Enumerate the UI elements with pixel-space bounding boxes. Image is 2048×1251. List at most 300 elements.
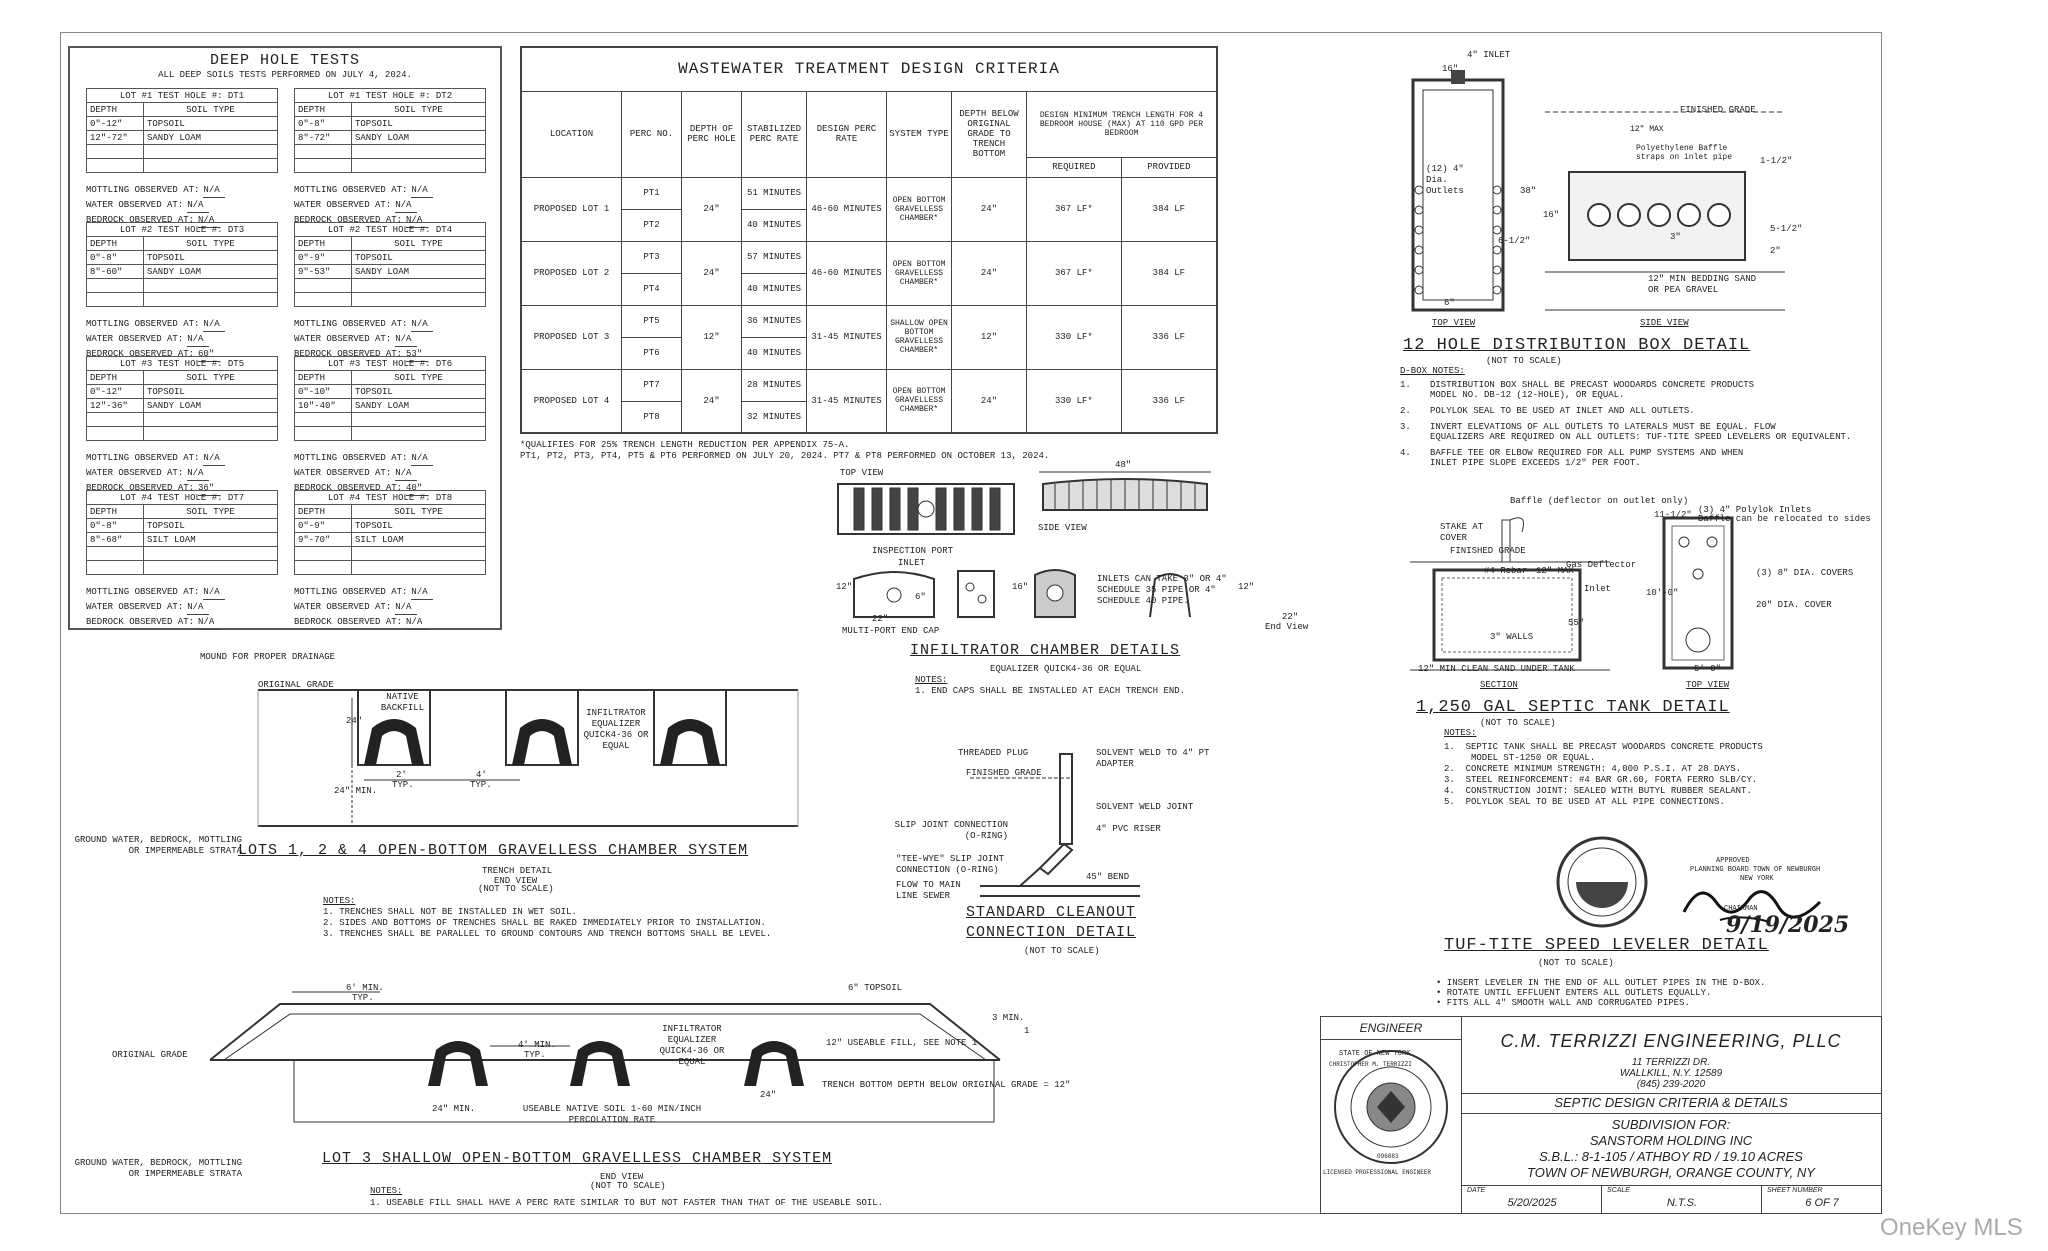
test-hole-3 <box>86 222 278 362</box>
tb-divider-5 <box>1761 1185 1762 1213</box>
ww-perc: PT6 <box>622 337 682 369</box>
depth-cell: 12"-36" <box>87 399 144 413</box>
depth-header: DEPTH <box>87 505 144 519</box>
mottling-row <box>294 585 486 600</box>
soil-header: SOIL TYPE <box>352 371 486 385</box>
depth-header: DEPTH <box>87 103 144 117</box>
septic-dim100: 10'-0" <box>1646 588 1679 598</box>
soil-cell: SILT LOAM <box>144 533 278 547</box>
ww-design: 46-60 MINUTES <box>807 177 887 241</box>
ww-provided: 384 LF <box>1121 177 1217 241</box>
dbox-notes-label: D-BOX NOTES: <box>1400 366 1465 376</box>
lots124-note-1: 1. TRENCHES SHALL NOT BE INSTALLED IN WET SOIL. <box>323 907 577 917</box>
water-row <box>294 466 486 481</box>
test-hole-title: LOT #3 TEST HOLE #: DT5 <box>87 357 278 371</box>
ww-perc: PT1 <box>622 177 682 209</box>
inf-multiport: MULTI-PORT END CAP <box>842 626 940 636</box>
ww-depth-below: 24" <box>952 369 1027 433</box>
ww-rate: 28 MINUTES <box>742 369 807 401</box>
ww-system: SHALLOW OPEN BOTTOM GRAVELLESS CHAMBER* <box>887 305 952 369</box>
inf-end-view: End View <box>1265 622 1309 632</box>
cleanout-threaded: THREADED PLUG <box>958 748 1029 758</box>
depth-cell: 8"-60" <box>87 265 144 279</box>
ww-rate: 40 MINUTES <box>742 209 807 241</box>
lot3-useable-fill: 12" USEABLE FILL, SEE NOTE 1 <box>826 1038 978 1048</box>
septic-section-drawing <box>1410 506 1610 678</box>
ww-col-depth-below: DEPTH BELOW ORIGINAL GRADE TO TRENCH BOTTOM <box>952 91 1027 177</box>
cleanout-finished: FINISHED GRADE <box>966 768 1042 778</box>
ww-rate: 32 MINUTES <box>742 401 807 433</box>
empty-cell <box>144 293 278 307</box>
ww-row <box>521 177 1217 209</box>
ww-perc: PT2 <box>622 209 682 241</box>
inf-dim-22: 22" <box>872 614 889 624</box>
mottling-value: N/A <box>203 317 225 332</box>
depth-cell: 9"-70" <box>295 533 352 547</box>
ww-col-depth: DEPTH OF PERC HOLE <box>682 91 742 177</box>
septic-dim55: 55" <box>1568 618 1585 628</box>
empty-cell <box>144 561 278 575</box>
soil-cell: TOPSOIL <box>352 117 486 131</box>
ww-provided: 336 LF <box>1121 305 1217 369</box>
soil-cell: SANDY LOAM <box>352 131 486 145</box>
ww-design: 46-60 MINUTES <box>807 241 887 305</box>
ww-required: 367 LF* <box>1027 241 1122 305</box>
dbox-dim6: 6" <box>1444 298 1455 308</box>
ww-col-trench: DESIGN MINIMUM TRENCH LENGTH FOR 4 BEDROOM HOUSE (MAX) AT 110 GPD PER BEDROOM <box>1027 91 1218 157</box>
water-value: N/A <box>395 600 417 615</box>
bedrock-row <box>86 615 278 630</box>
lot3-original-grade: ORIGINAL GRADE <box>112 1050 188 1060</box>
cleanout-sub: (NOT TO SCALE) <box>1024 946 1100 956</box>
water-value: N/A <box>187 198 209 213</box>
ww-col-required: REQUIRED <box>1027 157 1122 177</box>
bedrock-value: 36" <box>198 481 220 496</box>
empty-cell <box>87 293 144 307</box>
native-backfill-label: NATIVE BACKFILL <box>380 692 425 713</box>
septic-title: 1,250 GAL SEPTIC TANK DETAIL <box>1416 698 1730 717</box>
leveler-note-3: • FITS ALL 4" SMOOTH WALL AND CORRUGATED PIPES. <box>1436 998 1690 1008</box>
depth-cell: 8"-68" <box>87 533 144 547</box>
ww-depth: 12" <box>682 305 742 369</box>
dbox-dim2: 2" <box>1770 246 1781 256</box>
bedrock-label: BEDROCK OBSERVED AT: <box>86 215 195 225</box>
empty-cell <box>295 159 352 173</box>
water-label: WATER OBSERVED AT: <box>86 200 184 210</box>
lot3-topsoil: 6" TOPSOIL <box>848 983 903 993</box>
dbox-dim112: 1-1/2" <box>1760 156 1793 166</box>
empty-cell <box>87 427 144 441</box>
septic-notes-label: NOTES: <box>1444 728 1477 738</box>
lot3-typ: TYP. <box>352 993 374 1003</box>
soil-header: SOIL TYPE <box>144 237 278 251</box>
lots124-note-2: 2. SIDES AND BOTTOMS OF TRENCHES SHALL BE RAKED IMMEDIATELY PRIOR TO INSTALLATION. <box>323 918 766 928</box>
soil-header: SOIL TYPE <box>352 237 486 251</box>
ww-note-2: PT1, PT2, PT3, PT4, PT5 & PT6 PERFORMED ON JULY 20, 2024. PT7 & PT8 PERFORMED ON OCTOBER 13, 2024. <box>520 451 1050 461</box>
mottling-value: N/A <box>411 451 433 466</box>
lot3-notes-label: NOTES: <box>370 1186 403 1196</box>
empty-cell <box>295 547 352 561</box>
water-label: WATER OBSERVED AT: <box>86 602 184 612</box>
water-value: N/A <box>187 466 209 481</box>
empty-cell <box>87 145 144 159</box>
lot3-min6: 6' MIN. <box>346 983 384 993</box>
lot3-title: LOT 3 SHALLOW OPEN-BOTTOM GRAVELLESS CHAMBER SYSTEM <box>322 1150 833 1167</box>
mottling-row <box>86 317 278 332</box>
ww-location: PROPOSED LOT 1 <box>521 177 622 241</box>
water-row <box>86 198 278 213</box>
depth-cell: 0"-12" <box>87 385 144 399</box>
inf-side-view-label: SIDE VIEW <box>1038 523 1087 533</box>
depth-header: DEPTH <box>295 505 352 519</box>
mottling-label: MOTTLING OBSERVED AT: <box>86 587 200 597</box>
bedrock-label: BEDROCK OBSERVED AT: <box>294 215 403 225</box>
dbox-note-number: 4. <box>1400 448 1411 458</box>
sbl-line: S.B.L.: 8-1-105 / ATHBOY RD / 19.10 ACRES <box>1539 1149 1803 1164</box>
septic-rebar: #4 Rebar <box>1484 566 1528 576</box>
dbox-finished: FINISHED GRADE <box>1680 105 1756 115</box>
cleanout-flow: FLOW TO MAIN LINE SEWER <box>896 880 961 901</box>
sheet-value: 6 OF 7 <box>1805 1197 1839 1209</box>
dbox-dim12max: 12" MAX <box>1630 125 1664 134</box>
cleanout-solvent4: SOLVENT WELD TO 4" PT ADAPTER <box>1096 748 1210 769</box>
depth-cell: 0"-8" <box>295 117 352 131</box>
tb-divider-1 <box>1461 1093 1881 1094</box>
soil-cell: TOPSOIL <box>144 519 278 533</box>
depth-cell: 0"-8" <box>87 519 144 533</box>
inf-notes-label: NOTES: <box>915 675 948 685</box>
empty-cell <box>87 561 144 575</box>
lot3-min4: 4' MIN. <box>518 1040 556 1050</box>
lots124-typ2: TYP. <box>470 780 492 790</box>
lot3-trench-depth: TRENCH BOTTOM DEPTH BELOW ORIGINAL GRADE = 12" <box>822 1080 1071 1090</box>
test-hole-title: LOT #1 TEST HOLE #: DT1 <box>87 89 278 103</box>
empty-cell <box>144 279 278 293</box>
inf-note: 1. END CAPS SHALL BE INSTALLED AT EACH TRENCH END. <box>915 686 1186 696</box>
dbox-baffle: Polyethylene Baffle straps on inlet pipe <box>1636 144 1733 162</box>
ww-provided: 384 LF <box>1121 241 1217 305</box>
inf-inlets-note: INLETS CAN TAKE 3" OR 4" SCHEDULE 35 PIPE OR 4" SCHEDULE 40 PIPE. <box>1097 574 1227 606</box>
ww-col-perc: PERC NO. <box>622 91 682 177</box>
lots124-ground-water: GROUND WATER, BEDROCK, MOTTLING OR IMPERMEABLE STRATA <box>74 835 242 856</box>
empty-cell <box>144 159 278 173</box>
dbox-note-line: DISTRIBUTION BOX SHALL BE PRECAST WOODARDS CONCRETE PRODUCTS <box>1430 380 1755 390</box>
water-value: N/A <box>395 332 417 347</box>
water-row <box>294 332 486 347</box>
mottling-label: MOTTLING OBSERVED AT: <box>86 185 200 195</box>
soil-cell: TOPSOIL <box>144 117 278 131</box>
water-row <box>86 332 278 347</box>
ww-design: 31-45 MINUTES <box>807 305 887 369</box>
depth-header: DEPTH <box>87 237 144 251</box>
empty-cell <box>144 547 278 561</box>
dbox-note-number: 1. <box>1400 380 1411 390</box>
empty-cell <box>295 293 352 307</box>
mottling-value: N/A <box>411 585 433 600</box>
ww-depth: 24" <box>682 241 742 305</box>
test-hole-4 <box>294 222 486 362</box>
dbox-note-number: 3. <box>1400 422 1411 432</box>
dbox-bedding: 12" MIN BEDDING SAND OR PEA GRAVEL <box>1648 274 1757 295</box>
dbox-note-line: POLYLOK SEAL TO BE USED AT INLET AND ALL OUTLETS. <box>1430 406 1695 416</box>
septic-note: 3. STEEL REINFORCEMENT: #4 BAR GR.60, FORTA FERRO SLB/CY. <box>1444 775 1758 785</box>
soil-header: SOIL TYPE <box>144 505 278 519</box>
septic-polylok: (3) 4" Polylok Inlets <box>1698 505 1812 515</box>
lot3-note: 1. USEABLE FILL SHALL HAVE A PERC RATE SIMILAR TO BUT NOT FASTER THAN THAT OF THE USEABLE SOIL. <box>370 1198 884 1208</box>
infiltrator-side-view-drawing <box>1035 470 1215 520</box>
ww-depth-below: 12" <box>952 305 1027 369</box>
mottling-label: MOTTLING OBSERVED AT: <box>86 319 200 329</box>
dbox-dim3: 3" <box>1670 232 1681 242</box>
septic-max12: 12" MAX <box>1536 566 1574 576</box>
test-hole-table <box>294 222 486 307</box>
ww-perc: PT8 <box>622 401 682 433</box>
empty-cell <box>352 145 486 159</box>
deep-hole-tests-panel <box>68 46 502 630</box>
inf-dim-6: 6" <box>915 592 926 602</box>
mottling-row <box>86 183 278 198</box>
ww-location: PROPOSED LOT 4 <box>521 369 622 433</box>
scale-label: SCALE <box>1607 1187 1630 1194</box>
cleanout-bend: 45" BEND <box>1086 872 1130 882</box>
deep-hole-subtitle: ALL DEEP SOILS TESTS PERFORMED ON JULY 4, 2024. <box>158 70 412 80</box>
bedrock-label: BEDROCK OBSERVED AT: <box>294 483 403 493</box>
lots124-dim-4: 4' <box>476 770 487 780</box>
test-hole-table <box>86 222 278 307</box>
leveler-sub: (NOT TO SCALE) <box>1538 958 1614 968</box>
seal-no: 096883 <box>1377 1153 1399 1160</box>
inf-48-dim: 48" <box>1115 460 1132 470</box>
dbox-side-view: SIDE VIEW <box>1640 318 1689 328</box>
bedrock-value: 40" <box>406 481 428 496</box>
lots124-dim-2: 2' <box>396 770 407 780</box>
leveler-title: TUF-TITE SPEED LEVELER DETAIL <box>1444 936 1769 955</box>
lot3-sub1: END VIEW <box>600 1172 644 1182</box>
test-hole-title: LOT #3 TEST HOLE #: DT6 <box>295 357 486 371</box>
water-row <box>294 600 486 615</box>
cleanout-title-1: STANDARD CLEANOUT <box>966 904 1137 921</box>
empty-cell <box>352 427 486 441</box>
dbox-top-view: TOP VIEW <box>1432 318 1476 328</box>
bedrock-value: 53" <box>406 347 428 362</box>
test-hole-table <box>86 356 278 441</box>
dbox-note-number: 2. <box>1400 406 1411 416</box>
septic-section: SECTION <box>1480 680 1518 690</box>
water-label: WATER OBSERVED AT: <box>294 468 392 478</box>
empty-cell <box>352 159 486 173</box>
septic-gas: Gas Deflector <box>1566 560 1637 570</box>
ww-location: PROPOSED LOT 2 <box>521 241 622 305</box>
infiltrator-top-view-drawing <box>836 480 1016 540</box>
lots124-typ: TYP. <box>392 780 414 790</box>
inf-inspection-label: INSPECTION PORT <box>872 546 954 556</box>
dbox-note-line: MODEL NO. DB-12 (12-HOLE), OR EQUAL. <box>1430 390 1625 400</box>
depth-header: DEPTH <box>295 237 352 251</box>
lot3-typ2: TYP. <box>524 1050 546 1060</box>
depth-header: DEPTH <box>87 371 144 385</box>
ww-design: 31-45 MINUTES <box>807 369 887 433</box>
lots124-notes-label: NOTES: <box>323 896 356 906</box>
lot3-infiltrator: INFILTRATOR EQUALIZER QUICK4-36 OR EQUAL <box>659 1024 725 1067</box>
bedrock-value: N/A <box>198 213 220 228</box>
depth-cell: 0"-9" <box>295 251 352 265</box>
empty-cell <box>295 413 352 427</box>
firm-address-2: WALLKILL, N.Y. 12589 <box>1619 1068 1723 1079</box>
cleanout-tee: "TEE-WYE" SLIP JOINT CONNECTION (O-RING) <box>896 854 1005 875</box>
ww-required: 330 LF* <box>1027 305 1122 369</box>
scale-value: N.T.S. <box>1666 1197 1698 1209</box>
bedrock-value: 60" <box>198 347 220 362</box>
ww-location: PROPOSED LOT 3 <box>521 305 622 369</box>
bedrock-label: BEDROCK OBSERVED AT: <box>86 617 195 627</box>
septic-walls: 3" WALLS <box>1490 632 1534 642</box>
dbox-dim612: 6-1/2" <box>1498 236 1531 246</box>
septic-baffle2: Baffle can be relocated to sides <box>1698 514 1871 524</box>
dbox-dim16: 16" <box>1442 64 1459 74</box>
mottling-row <box>294 317 486 332</box>
empty-cell <box>144 413 278 427</box>
tb-divider-3 <box>1461 1185 1881 1186</box>
soil-header: SOIL TYPE <box>144 103 278 117</box>
test-hole-title: LOT #4 TEST HOLE #: DT7 <box>87 491 278 505</box>
soil-cell: TOPSOIL <box>352 385 486 399</box>
dbox-title: 12 HOLE DISTRIBUTION BOX DETAIL <box>1403 336 1751 355</box>
lot3-native: USEABLE NATIVE SOIL 1-60 MIN/INCH PERCOLATION RATE <box>522 1104 702 1125</box>
septic-stake: STAKE AT COVER <box>1440 522 1484 543</box>
york-label: NEW YORK <box>1740 875 1774 883</box>
empty-cell <box>87 159 144 173</box>
septic-note: 2. CONCRETE MINIMUM STRENGTH: 4,000 P.S.I. AT 28 DAYS. <box>1444 764 1742 774</box>
lots124-infiltrator-label: INFILTRATOR EQUALIZER QUICK4-36 OR EQUAL <box>583 708 649 751</box>
date-label: DATE <box>1467 1187 1486 1194</box>
ww-col-provided: PROVIDED <box>1121 157 1217 177</box>
ww-depth: 24" <box>682 177 742 241</box>
ww-note-1: *QUALIFIES FOR 25% TRENCH LENGTH REDUCTION PER APPENDIX 75-A. <box>520 440 850 450</box>
seal-name: CHRISTOPHER M. TERRIZZI <box>1329 1061 1412 1068</box>
water-value: N/A <box>187 332 209 347</box>
dbox-inlet: 4" INLET <box>1467 50 1511 60</box>
septic-inlet: Inlet <box>1584 584 1612 594</box>
ww-depth: 24" <box>682 369 742 433</box>
cleanout-riser: 4" PVC RISER <box>1096 824 1161 834</box>
dbox-outlets: (12) 4" Dia. Outlets <box>1426 164 1464 196</box>
lots124-sub3: (NOT TO SCALE) <box>478 884 554 894</box>
approved-label: APPROVED <box>1716 857 1750 865</box>
ww-rate: 57 MINUTES <box>742 241 807 273</box>
inf-inlet-label: INLET <box>898 558 926 568</box>
mottling-value: N/A <box>411 317 433 332</box>
septic-note: MODEL ST-1250 OR EQUAL. <box>1444 753 1596 763</box>
chairman-label: CHAIRMAN <box>1724 905 1758 913</box>
lot3-dim-24: 24" <box>760 1090 777 1100</box>
lots124-sub1: TRENCH DETAIL <box>482 866 553 876</box>
engineer-label: ENGINEER <box>1321 1017 1462 1040</box>
soil-cell: SANDY LOAM <box>144 131 278 145</box>
test-hole-5 <box>86 356 278 496</box>
firm-address-1: 11 TERRIZZI DR. <box>1631 1057 1711 1068</box>
wastewater-title: WASTEWATER TREATMENT DESIGN CRITERIA <box>521 47 1217 91</box>
lot3-min24: 24" MIN. <box>432 1104 476 1114</box>
mottling-label: MOTTLING OBSERVED AT: <box>86 453 200 463</box>
depth-header: DEPTH <box>295 103 352 117</box>
ww-perc: PT4 <box>622 273 682 305</box>
dbox-note-line: BAFFLE TEE OR ELBOW REQUIRED FOR ALL PUMP SYSTEMS AND WHEN <box>1430 448 1744 458</box>
ww-perc: PT3 <box>622 241 682 273</box>
mottling-value: N/A <box>203 585 225 600</box>
test-hole-table <box>86 490 278 575</box>
septic-top-view: TOP VIEW <box>1686 680 1730 690</box>
septic-cover20: 20" DIA. COVER <box>1756 600 1832 610</box>
ww-system: OPEN BOTTOM GRAVELLESS CHAMBER* <box>887 369 952 433</box>
soil-cell: TOPSOIL <box>144 251 278 265</box>
seal-area <box>1321 1039 1462 1213</box>
depth-cell: 8"-72" <box>295 131 352 145</box>
ww-provided: 336 LF <box>1121 369 1217 433</box>
test-hole-table <box>294 88 486 173</box>
empty-cell <box>144 145 278 159</box>
signature-date: 9/19/2025 <box>1726 912 1850 938</box>
inf-dim-12: 12" <box>836 582 853 592</box>
test-hole-table <box>294 356 486 441</box>
bedrock-value: N/A <box>198 615 220 630</box>
soil-cell: SANDY LOAM <box>352 399 486 413</box>
mottling-row <box>86 585 278 600</box>
mottling-label: MOTTLING OBSERVED AT: <box>294 587 408 597</box>
septic-sub: (NOT TO SCALE) <box>1480 718 1556 728</box>
ww-row <box>521 305 1217 337</box>
deep-hole-title: DEEP HOLE TESTS <box>209 52 361 69</box>
mottling-label: MOTTLING OBSERVED AT: <box>294 319 408 329</box>
bedrock-value: N/A <box>406 615 428 630</box>
soil-cell: TOPSOIL <box>352 251 486 265</box>
soil-cell: SANDY LOAM <box>144 265 278 279</box>
water-label: WATER OBSERVED AT: <box>294 200 392 210</box>
sheet-label: SHEET NUMBER <box>1767 1187 1823 1194</box>
title-block <box>1320 1016 1882 1214</box>
inf-title: INFILTRATOR CHAMBER DETAILS <box>910 642 1181 659</box>
mound-label: MOUND FOR PROPER DRAINAGE <box>200 652 336 662</box>
test-hole-title: LOT #1 TEST HOLE #: DT2 <box>295 89 486 103</box>
water-row <box>86 600 278 615</box>
water-row <box>86 466 278 481</box>
leveler-note-2: • ROTATE UNTIL EFFLUENT ENTERS ALL OUTLETS EQUALLY. <box>1436 988 1712 998</box>
mottling-value: N/A <box>203 451 225 466</box>
ww-required: 330 LF* <box>1027 369 1122 433</box>
test-hole-2 <box>294 88 486 228</box>
speed-leveler-drawing <box>1552 832 1652 932</box>
lots124-trench-drawing <box>258 670 798 840</box>
empty-cell <box>352 547 486 561</box>
sheet-title: SEPTIC DESIGN CRITERIA & DETAILS <box>1554 1095 1788 1110</box>
water-value: N/A <box>187 600 209 615</box>
dbox-dim38: 38" <box>1520 186 1537 196</box>
empty-cell <box>295 279 352 293</box>
soil-header: SOIL TYPE <box>352 505 486 519</box>
water-row <box>294 198 486 213</box>
soil-header: SOIL TYPE <box>144 371 278 385</box>
inf-subtitle: EQUALIZER QUICK4-36 OR EQUAL <box>990 664 1142 674</box>
septic-baffle: Baffle (deflector on outlet only) <box>1510 496 1689 506</box>
ww-rate: 40 MINUTES <box>742 337 807 369</box>
bedrock-label: BEDROCK OBSERVED AT: <box>86 483 195 493</box>
lots124-dim-24: 24" <box>346 716 363 726</box>
test-hole-8 <box>294 490 486 630</box>
dbox-dim512: 5-1/2" <box>1770 224 1803 234</box>
depth-cell: 9"-53" <box>295 265 352 279</box>
depth-header: DEPTH <box>295 371 352 385</box>
test-hole-1 <box>86 88 278 228</box>
depth-cell: 10"-40" <box>295 399 352 413</box>
